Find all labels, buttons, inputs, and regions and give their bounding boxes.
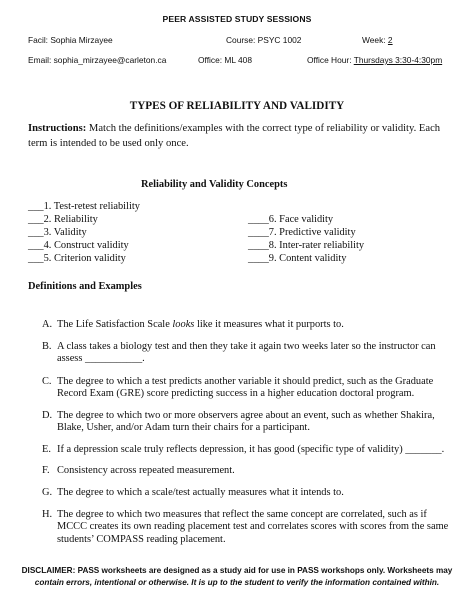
disclaimer-rest: contain errors, intentional or otherwise. It is up to the student to verify the information contained within.: [34, 577, 440, 587]
concept-7: ____7. Predictive validity: [248, 227, 356, 238]
facilitator-name: Facil: Sophia Mirzayee: [28, 35, 113, 45]
week-number: [362, 35, 393, 45]
definition-text: The degree to which a scale/test actually measures what it intends to.: [57, 487, 344, 498]
definition-text: The degree to which a test predicts another variable it should predict, such as the Graduate Record Exam (GRE) score predicting success in a higher education doctoral program.: [57, 376, 434, 400]
concept-2: ___2. Reliability: [28, 214, 98, 225]
facilitator-email: Email: sophia_mirzayee@carleton.ca: [28, 55, 167, 65]
office-hour-label: Office Hour:: [307, 55, 354, 65]
definition-letter: C.: [42, 376, 52, 387]
week-label: Week:: [362, 35, 388, 45]
definition-text-post: like it measures what it purports to.: [194, 319, 344, 330]
worksheet-title: TYPES OF RELIABILITY AND VALIDITY: [129, 100, 345, 112]
definition-text: [57, 319, 459, 331]
office-hour-value: Thursdays 3:30-4:30pm: [353, 55, 443, 65]
concept-4: ___4. Construct validity: [28, 240, 129, 251]
instructions-text: Match the definitions/examples with the correct type of reliability or validity. Each term is intended to be used only once.: [28, 123, 441, 149]
office-location: Office: ML 408: [198, 55, 252, 65]
definition-text: Consistency across repeated measurement.: [57, 465, 235, 476]
instructions-label: Instructions:: [28, 123, 87, 134]
course-code: Course: PSYC 1002: [226, 35, 302, 45]
definition-text: The degree to which two or more observers agree about an event, such as whether Shakira, Blake, Usher, and/or Adam turn their chairs for a participant.: [57, 410, 435, 434]
definition-text: The degree to which two measures that reflect the same concept are correlated, such as if MCCC creates its own reading placement test and correlates scores with scores from the same students’ COMPASS reading placement.: [57, 509, 449, 545]
concept-6: ____6. Face validity: [248, 214, 334, 225]
definition-letter: H.: [42, 509, 53, 520]
week-value: 2: [387, 35, 393, 45]
concept-5: ___5. Criterion validity: [28, 253, 126, 264]
concept-8: ____8. Inter-rater reliability: [248, 240, 365, 251]
concept-1: ___1. Test-retest reliability: [28, 201, 140, 212]
definition-letter: E.: [42, 444, 51, 455]
definitions-heading: Definitions and Examples: [28, 281, 142, 292]
disclaimer-lead: DISCLAIMER: PASS worksheets are designed as a study aid for use in PASS workshops only. Worksheets may: [21, 566, 453, 575]
definition-letter: G.: [42, 487, 53, 498]
disclaimer: [14, 565, 460, 588]
definition-letter: B.: [42, 341, 52, 352]
definition-text: A class takes a biology test and then they take it again two weeks later so the instructor can assess ___________.: [57, 341, 436, 365]
office-hours: [307, 55, 442, 65]
definition-text-pre: The Life Satisfaction Scale: [57, 319, 173, 330]
concept-9: ____9. Content validity: [248, 253, 347, 264]
concepts-heading: Reliability and Validity Concepts: [141, 179, 288, 190]
instructions: [28, 122, 446, 151]
definition-text-emphasis: looks: [172, 319, 195, 330]
definition-letter: A.: [42, 319, 53, 330]
definition-text: If a depression scale truly reflects depression, it has good (specific type of validity) _______.: [57, 444, 445, 455]
concept-3: ___3. Validity: [28, 227, 87, 238]
definition-letter: F.: [42, 465, 50, 476]
definition-letter: D.: [42, 410, 53, 421]
session-title: PEER ASSISTED STUDY SESSIONS: [162, 14, 312, 24]
